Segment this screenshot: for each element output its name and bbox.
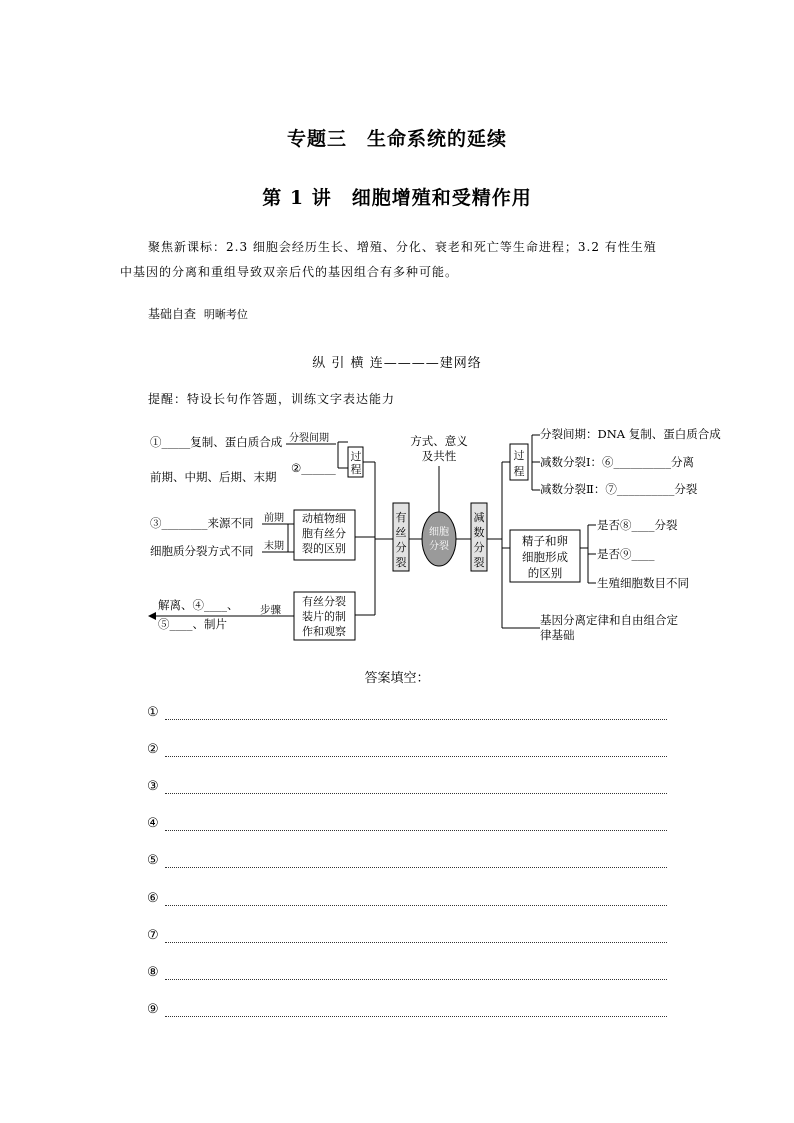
section-sub: 明晰考位 <box>203 308 248 321</box>
answer-blank-line[interactable] <box>165 905 667 906</box>
answer-blank-line[interactable] <box>165 867 667 868</box>
answer-blank-line[interactable] <box>165 830 667 831</box>
lesson-title: 第 1 讲 细胞增殖和受精作用 <box>262 187 532 209</box>
answer-blank-line[interactable] <box>165 979 667 980</box>
diff-box-label: 动植物细胞有丝分裂的区别 <box>302 512 346 555</box>
answer-blank-line[interactable] <box>165 793 667 794</box>
gamete-line-3: 生殖细胞数目不同 <box>597 576 689 590</box>
center-label: 细胞分裂 <box>429 527 449 552</box>
mei-line-3: 减数分裂Ⅱ：⑦__________分裂 <box>540 482 698 496</box>
diff-q3: ③________来源不同 <box>150 516 254 530</box>
answer-row <box>147 779 667 797</box>
answer-row <box>147 965 667 983</box>
diff-front: 前期 <box>264 513 284 524</box>
mito-line-1: ①_____复制、蛋白质合成 <box>150 435 283 449</box>
answer-number: ⑨ <box>147 1002 159 1017</box>
mito-interphase: 分裂间期 <box>289 433 329 444</box>
mito-line-2: 前期、中期、后期、末期 <box>150 470 277 484</box>
mitosis-process-label: 过程 <box>350 450 362 476</box>
network-title: 纵 引 横 连————建网络 <box>312 356 482 371</box>
gene-basis: 基因分离定律和自由组合定律基础 <box>540 613 678 642</box>
gamete-line-2: 是否⑨____ <box>597 547 655 561</box>
answer-row <box>147 891 667 909</box>
answer-number: ⑥ <box>147 891 159 906</box>
mei-line-2: 减数分裂Ⅰ：⑥__________分离 <box>540 455 695 469</box>
answer-row <box>147 816 667 834</box>
answer-blank-line[interactable] <box>165 756 667 757</box>
meiosis-process-label: 过程 <box>513 449 525 478</box>
answer-number: ⑤ <box>147 853 159 868</box>
hint-text: 特设长句作答题，训练文字表达能力 <box>187 392 396 406</box>
answer-row <box>147 705 667 723</box>
exp-line-2: ⑤____、制片 <box>158 617 227 631</box>
answer-number: ⑦ <box>147 928 159 943</box>
standards-line-1: 聚焦新课标：2.3 细胞会经历生长、增殖、分化、衰老和死亡等生命进程；3.2 有性生殖 <box>148 240 657 254</box>
hint-label: 提醒： <box>148 392 188 406</box>
answers-title: 答案填空： <box>364 671 430 686</box>
answer-number: ④ <box>147 816 159 831</box>
gamete-box-label: 精子和卵细胞形成的区别 <box>522 534 568 580</box>
exp-steps: 步骤 <box>260 604 281 616</box>
mito-q2: ②______ <box>291 461 336 475</box>
diff-end: 末期 <box>264 541 284 552</box>
standards-line-2: 中基因的分离和重组导致双亲后代的基因组合有多种可能。 <box>120 265 459 279</box>
page-title: 专题三 生命系统的延续 <box>286 128 507 150</box>
answer-number: ① <box>147 705 159 720</box>
exp-line-1: 解离、④____、 <box>158 598 239 612</box>
gamete-line-1: 是否⑧____分裂 <box>597 518 678 532</box>
answer-row <box>147 853 667 871</box>
answer-blank-line[interactable] <box>165 942 667 943</box>
answer-blank-line[interactable] <box>165 719 667 720</box>
section-label: 基础自查 <box>148 307 197 321</box>
answer-blank-line[interactable] <box>165 1016 667 1017</box>
mitosis-label: 有丝分裂 <box>395 511 407 569</box>
answer-number: ② <box>147 742 159 757</box>
answer-row <box>147 928 667 946</box>
top-label: 方式、意义及共性 <box>410 434 468 463</box>
answer-number: ⑧ <box>147 965 159 980</box>
answer-number: ③ <box>147 779 159 794</box>
mei-line-1: 分裂间期：DNA 复制、蛋白质合成 <box>540 427 721 441</box>
answer-row <box>147 1002 667 1020</box>
diff-cyto: 细胞质分裂方式不同 <box>150 544 254 558</box>
answer-row <box>147 742 667 760</box>
meiosis-label: 减数分裂 <box>473 511 485 569</box>
exp-box-label: 有丝分裂装片的制作和观察 <box>302 595 346 638</box>
